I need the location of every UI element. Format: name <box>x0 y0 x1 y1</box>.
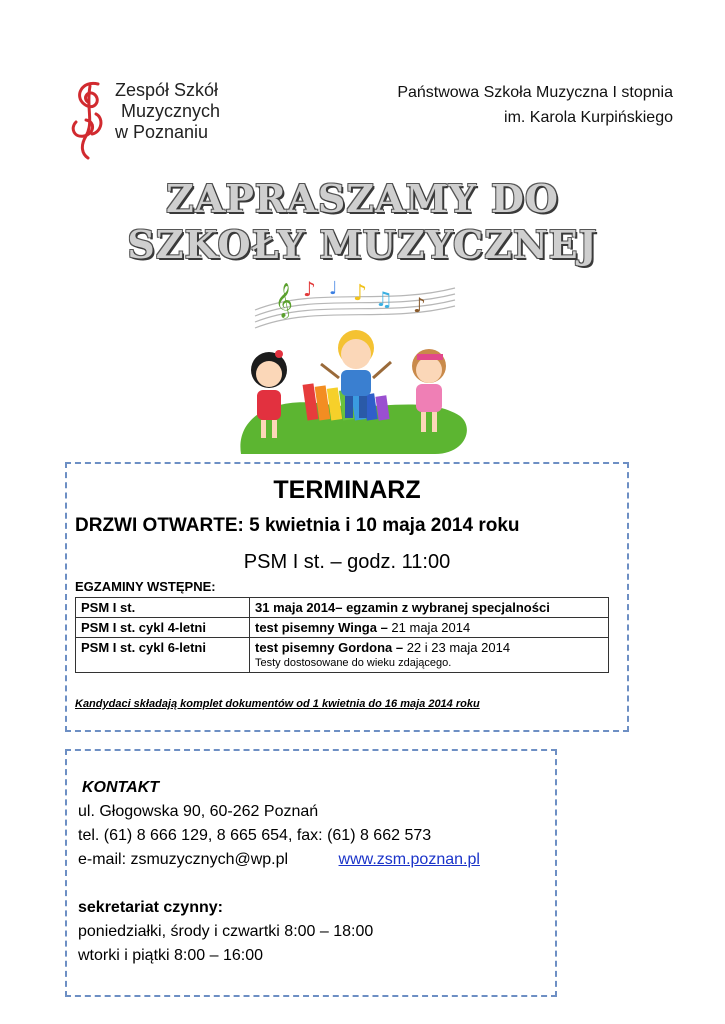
school-name-line2: im. Karola Kurpińskiego <box>504 109 673 126</box>
svg-text:♫: ♫ <box>375 287 393 311</box>
school-logo-icon <box>68 78 114 162</box>
exam-detail-bold: 31 maja 2014– egzamin z wybranej specjalności <box>255 600 550 615</box>
svg-text:♪: ♪ <box>413 293 426 317</box>
svg-text:♪: ♪ <box>353 281 368 306</box>
secretariat-hours-2: wtorki i piątki 8:00 – 16:00 <box>78 947 263 964</box>
exam-detail-date: 22 i 23 maja 2014 <box>403 640 511 655</box>
secretariat-title: sekretariat czynny: <box>78 899 223 916</box>
contact-info <box>78 776 480 968</box>
website-link[interactable]: www.zsm.poznan.pl <box>338 851 480 868</box>
logo-line: Muzycznych <box>121 101 221 121</box>
contact-title: KONTAKT <box>82 779 160 796</box>
exam-detail-bold: test pisemny Gordona – <box>255 640 404 655</box>
exam-details <box>250 598 609 618</box>
svg-text:♪: ♪ <box>303 277 316 301</box>
schedule-title: TERMINARZ <box>273 476 421 504</box>
documents-note: Kandydaci składają komplet dokumentów od 1 kwietnia do 16 maja 2014 roku <box>75 698 480 710</box>
logo-text <box>115 80 220 143</box>
spacer <box>78 872 480 896</box>
table-row <box>76 598 609 618</box>
exam-level: PSM I st. cykl 4-letni <box>76 618 250 638</box>
table-row <box>76 618 609 638</box>
table-row <box>76 638 609 673</box>
exams-label: EGZAMINY WSTĘPNE: <box>75 579 216 594</box>
logo-line: w Poznaniu <box>115 122 209 142</box>
contact-email[interactable]: e-mail: zsmuzycznych@wp.pl <box>78 851 289 868</box>
contact-email-row <box>78 848 480 872</box>
exams-table <box>75 597 609 673</box>
svg-text:𝄞: 𝄞 <box>275 283 293 318</box>
exam-details <box>250 618 609 638</box>
school-name <box>397 80 673 130</box>
psm-time: PSM I st. – godz. 11:00 <box>243 551 451 573</box>
contact-address: ul. Głogowska 90, 60-262 Poznań <box>78 803 319 820</box>
open-doors-dates: DRZWI OTWARTE: 5 kwietnia i 10 maja 2014 roku <box>75 515 520 536</box>
headline-line2: SZKOŁY MUZYCZNEJ <box>127 222 598 267</box>
exam-detail-bold: test pisemny Winga – <box>255 620 388 635</box>
logo-line: Zespół Szkół <box>115 80 219 100</box>
exam-detail-note: Testy dostosowane do wieku zdającego. <box>255 657 452 669</box>
exam-level: PSM I st. <box>76 598 250 618</box>
exam-details <box>250 638 609 673</box>
exam-level: PSM I st. cykl 6-letni <box>76 638 250 673</box>
secretariat-hours-1: poniedziałki, środy i czwartki 8:00 – 18:00 <box>78 923 374 940</box>
headline-line1: ZAPRASZAMY DO <box>166 176 559 221</box>
svg-text:♩: ♩ <box>329 278 338 299</box>
school-name-line1: Państwowa Szkoła Muzyczna I stopnia <box>397 84 673 101</box>
exam-detail-date: 21 maja 2014 <box>387 620 471 635</box>
contact-phone: tel. (61) 8 666 129, 8 665 654, fax: (61) 8 662 573 <box>78 827 432 844</box>
children-playing-xylophone-icon <box>235 266 475 456</box>
